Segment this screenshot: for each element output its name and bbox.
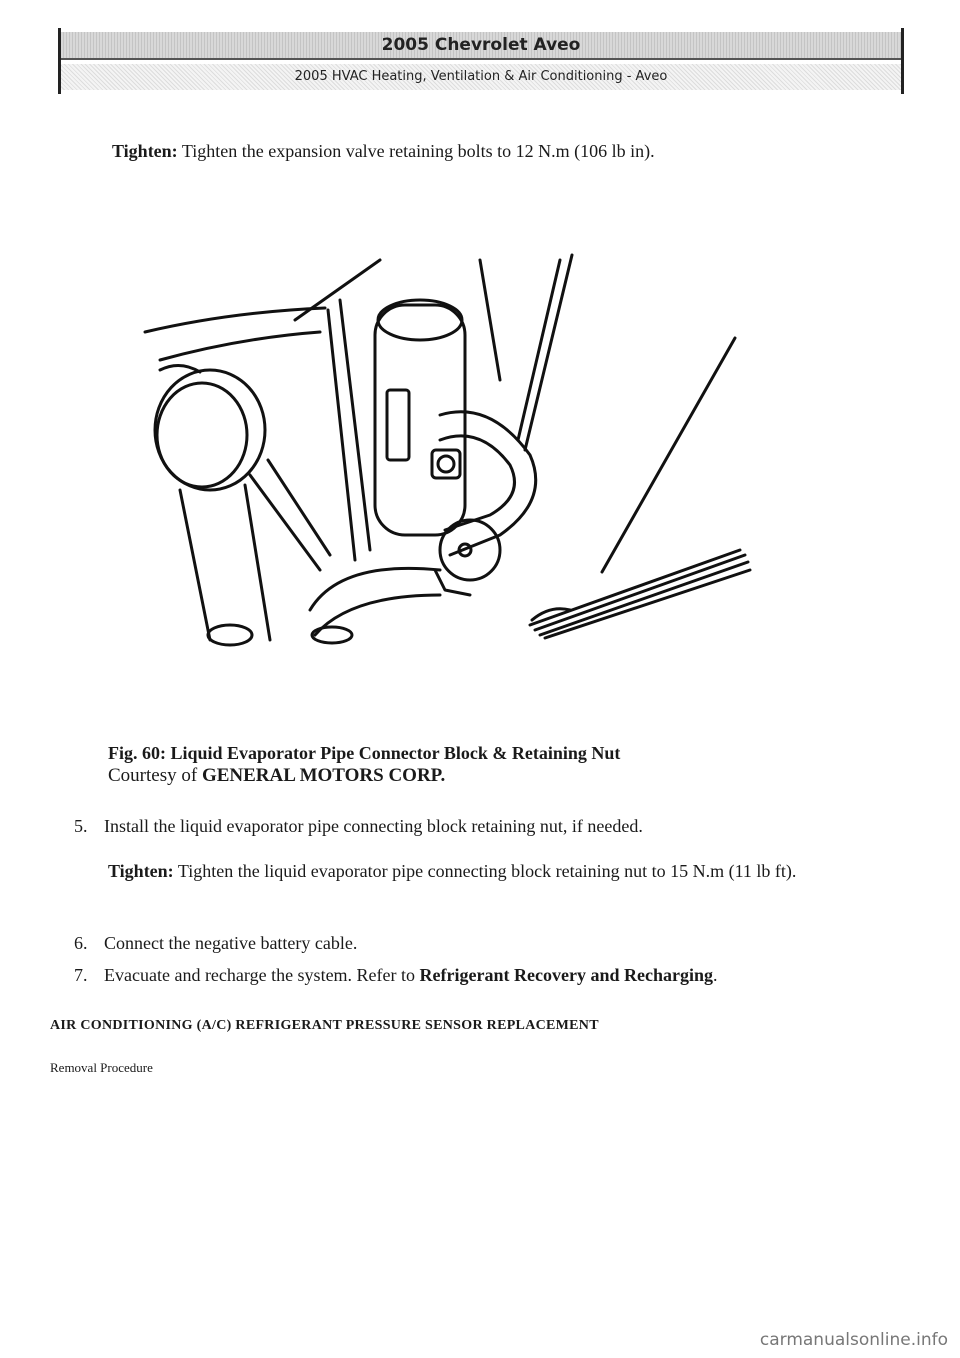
header-subtitle: 2005 HVAC Heating, Ventilation & Air Conditioning - Aveo [61, 64, 901, 90]
figure-caption: Fig. 60: Liquid Evaporator Pipe Connector Block & Retaining Nut [108, 743, 621, 763]
header-title: 2005 Chevrolet Aveo [61, 32, 901, 60]
refrigerant-recovery-link[interactable]: Refrigerant Recovery and Recharging [419, 965, 713, 985]
step-6 [74, 930, 904, 956]
step-number: 6. [74, 933, 88, 953]
step-text: Evacuate and recharge the system. Refer to [104, 965, 420, 985]
tighten-label: Tighten: [112, 141, 178, 161]
step-end: . [712, 965, 718, 985]
step-number: 5. [74, 816, 88, 836]
courtesy-corp: GENERAL MOTORS CORP. [201, 765, 446, 786]
tighten-text: Tighten the liquid evaporator pipe connecting block retaining nut to 15 N.m (11 lb ft). [173, 861, 797, 881]
step-number: 7. [74, 965, 88, 985]
watermark: carmanualsonline.info [759, 1330, 948, 1350]
step-5 [74, 813, 904, 839]
tighten-note-connecting-block [108, 858, 888, 885]
step-text: Install the liquid evaporator pipe connecting block retaining nut, if needed. [104, 816, 643, 836]
section-title: AIR CONDITIONING (A/C) REFRIGERANT PRESSURE SENSOR REPLACEMENT [50, 1018, 599, 1033]
step-7 [74, 962, 904, 988]
document-header [58, 28, 904, 94]
tighten-text: Tighten the expansion valve retaining bolts to 12 N.m (106 lb in). [177, 141, 655, 161]
figure-courtesy [108, 763, 868, 789]
step-text: Connect the negative battery cable. [104, 933, 358, 953]
tighten-label: Tighten: [108, 861, 174, 881]
tighten-note-expansion-valve [112, 138, 892, 164]
courtesy-prefix: Courtesy of [108, 765, 202, 786]
figure-evaporator-pipe-connector [140, 250, 780, 670]
removal-procedure-heading: Removal Procedure [50, 1060, 153, 1075]
